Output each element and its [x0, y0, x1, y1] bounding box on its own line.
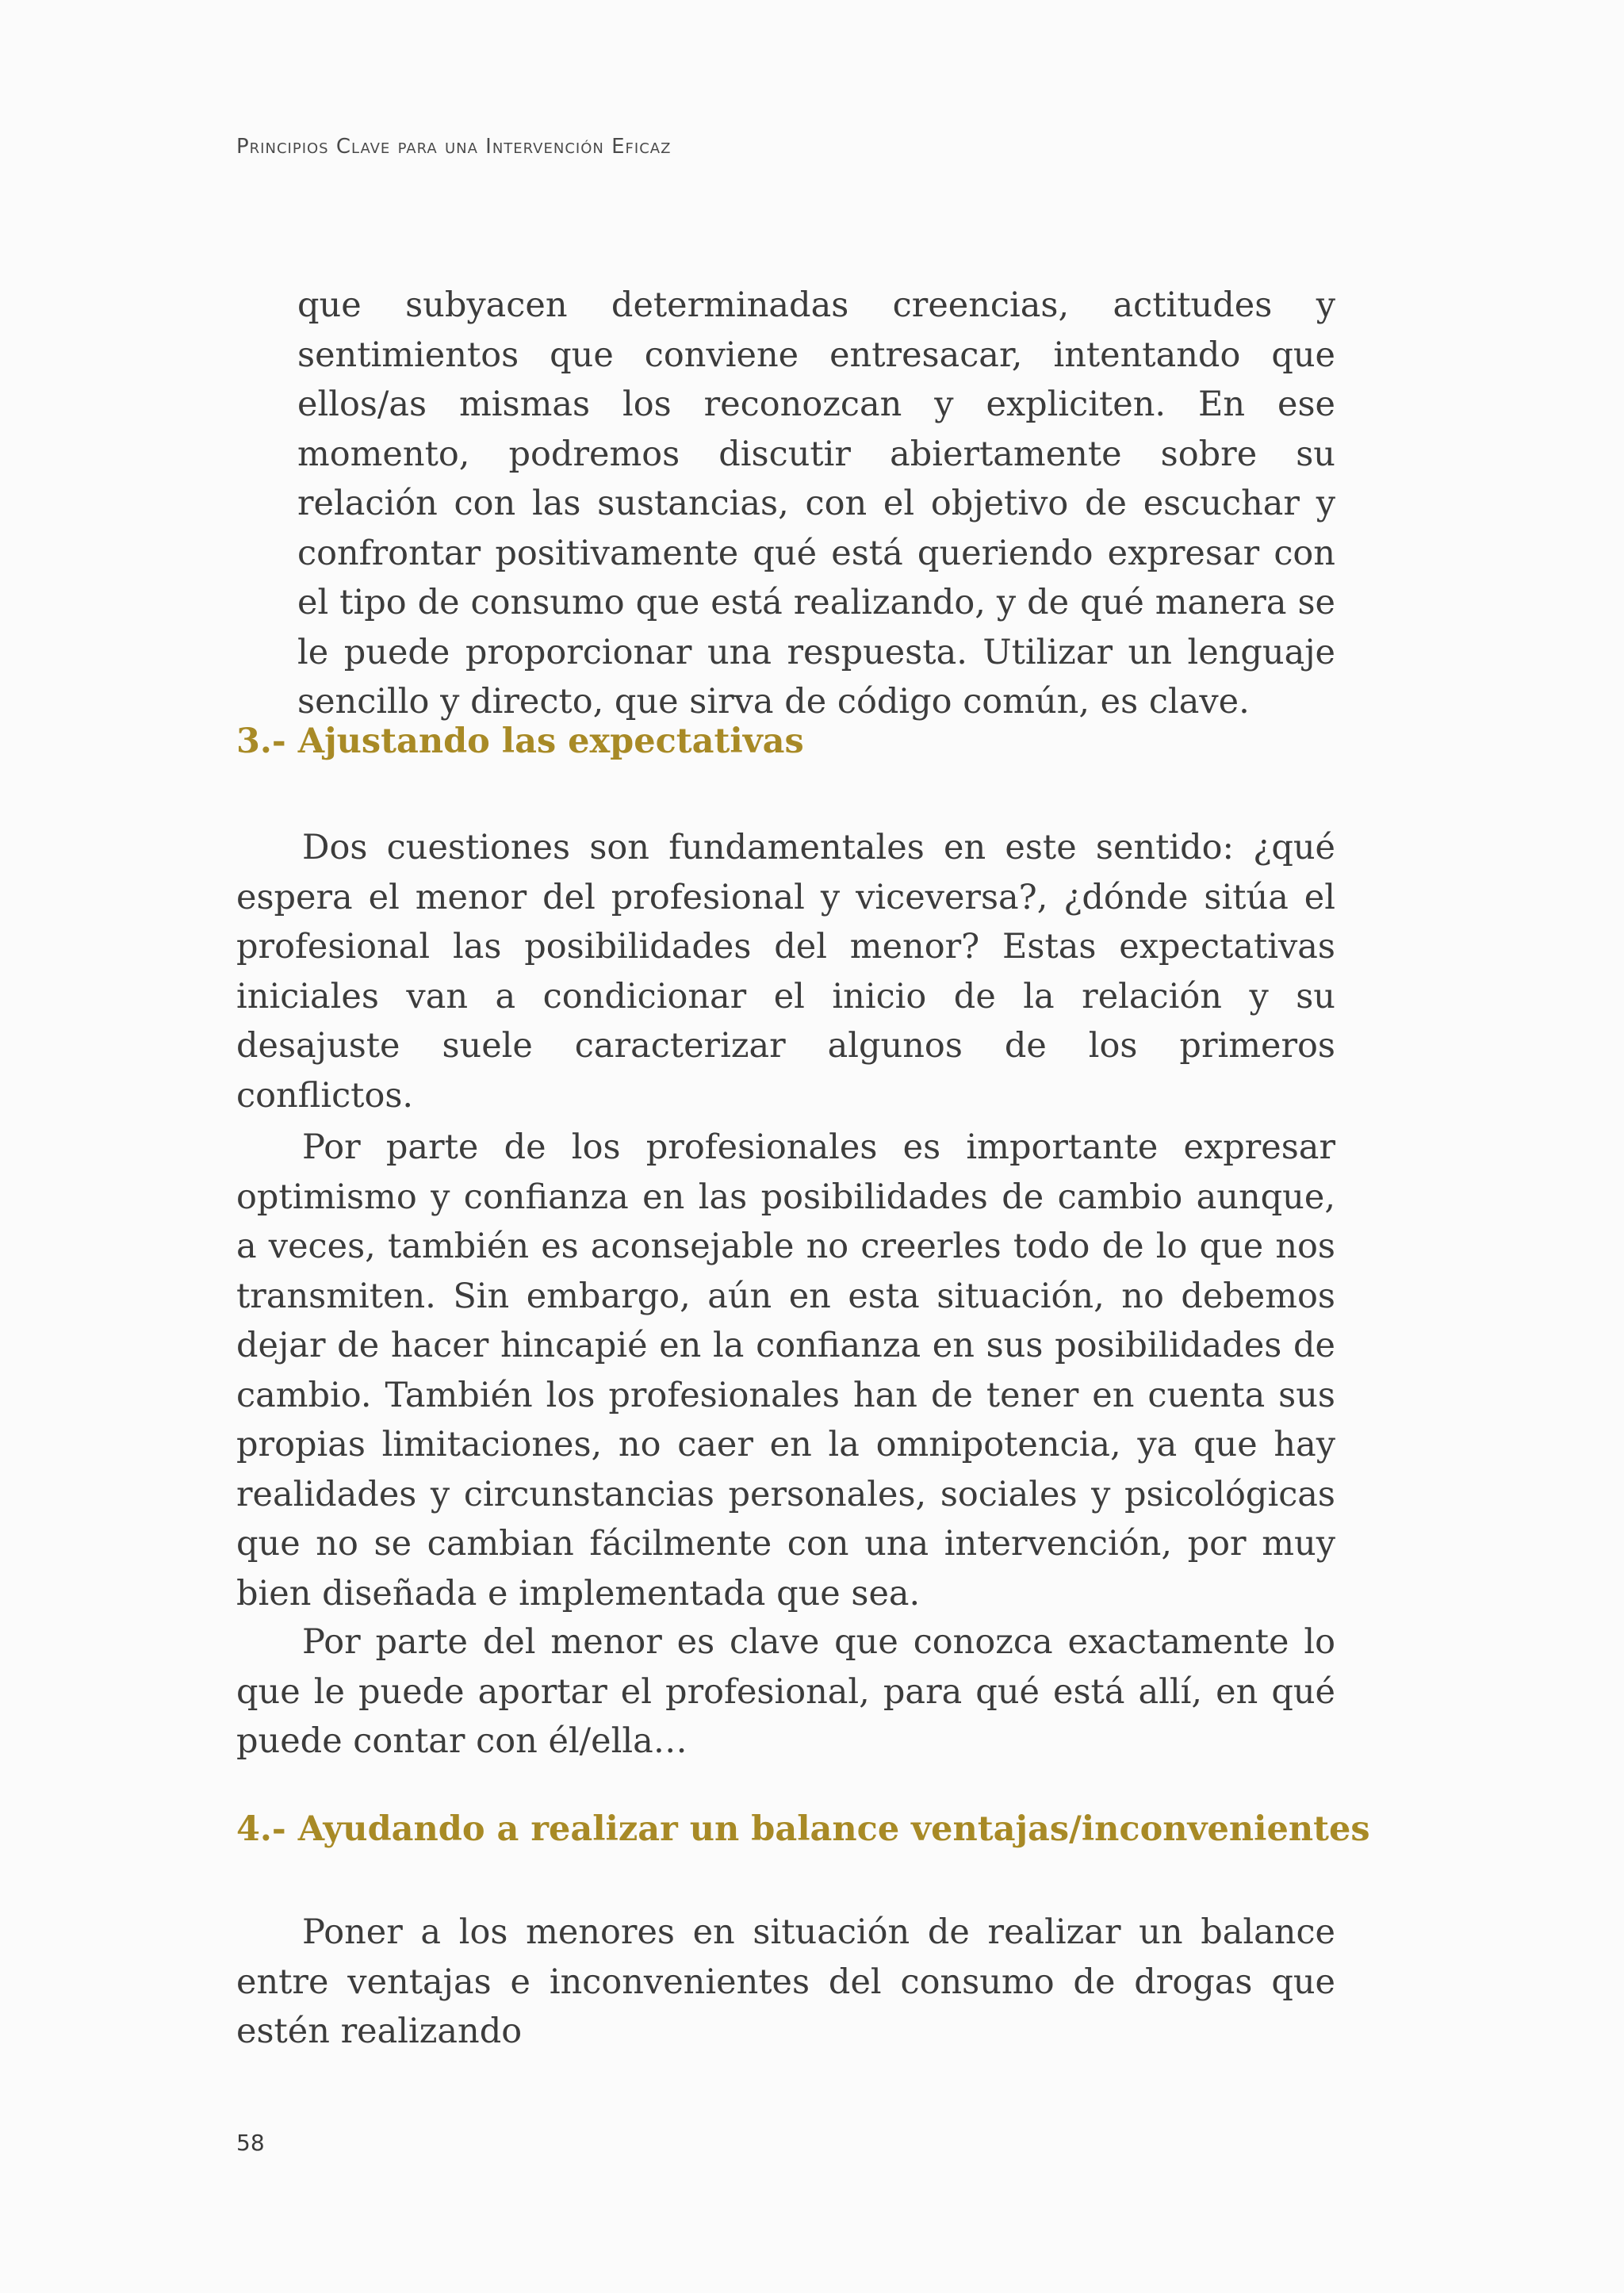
- section-4-heading: 4.- Ayudando a realizar un balance ventajas/inconvenientes: [236, 1809, 1370, 1849]
- section-3-paragraph-1-block: [236, 823, 1335, 1120]
- section-3-paragraph-3-block: [236, 1617, 1335, 1767]
- section-3-paragraph-2-block: [236, 1123, 1335, 1618]
- continuation-paragraph-block: [297, 281, 1335, 727]
- section-3-paragraph-2: Por parte de los profesionales es importante expresar optimismo y confianza en las posibilidades de cambio aunque, a veces, también es aconsejable no creerles todo de lo que nos transmiten. Sin embargo, aún en esta situación, no debemos dejar de hacer hincapié en la confianza en sus posibilidades de cambio. También los profesionales han de tener en cuenta sus propias limitaciones, no caer en la omnipotencia, ya que hay realidades y circunstancias personales, sociales y psicológicas que no se cambian fácilmente con una intervención, por muy bien diseñada e implementada que sea.: [236, 1127, 1335, 1614]
- continuation-paragraph: que subyacen determinadas creencias, actitudes y sentimientos que conviene entresacar, intentando que ellos/as mismas los reconozcan y expliciten. En ese momento, podremos discutir abiertamente sobre su relación con las sustancias, con el objetivo de escuchar y confrontar positivamente qué está queriendo expresar con el tipo de consumo que está realizando, y de qué manera se le puede proporcionar una respuesta. Utilizar un lenguaje sencillo y directo, que sirva de código común, es clave.: [297, 285, 1335, 722]
- section-4-paragraph-1: Poner a los menores en situación de realizar un balance entre ventajas e inconvenientes del consumo de drogas que estén realizando: [236, 1912, 1335, 2051]
- page-number: 58: [236, 2130, 265, 2156]
- section-4-paragraph-1-block: [236, 1908, 1335, 2057]
- running-header: Principios Clave para una Intervención Eficaz: [236, 135, 672, 159]
- section-3-heading: 3.- Ajustando las expectativas: [236, 722, 804, 761]
- section-3-paragraph-3: Por parte del menor es clave que conozca exactamente lo que le puede aportar el profesional, para qué está allí, en qué puede contar con él/ella…: [236, 1622, 1335, 1761]
- section-3-paragraph-1: Dos cuestiones son fundamentales en este sentido: ¿qué espera el menor del profesional y viceversa?, ¿dónde sitúa el profesional las posibilidades del menor? Estas expectativas iniciales van a condicionar el inicio de la relación y su desajuste suele caracterizar algunos de los primeros conflictos.: [236, 828, 1335, 1116]
